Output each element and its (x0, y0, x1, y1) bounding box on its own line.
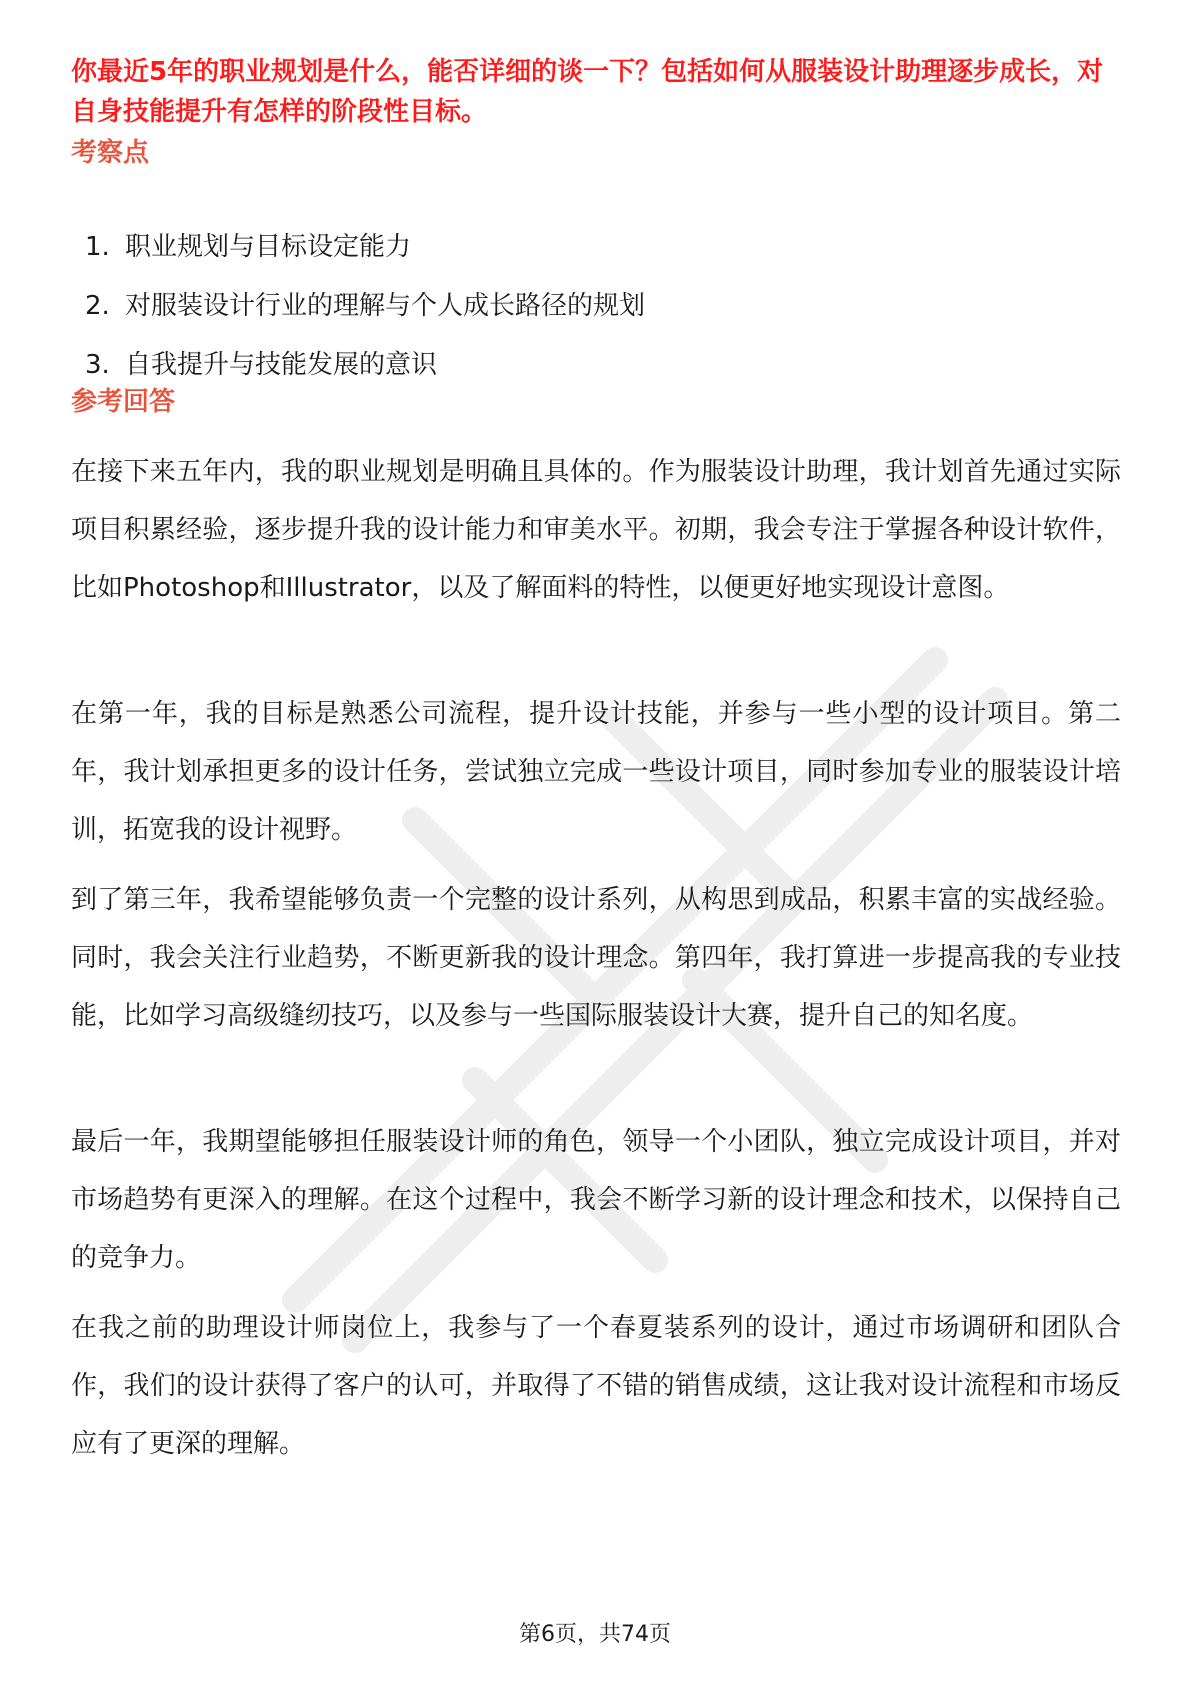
list-text: 职业规划与目标设定能力 (125, 232, 412, 262)
page-number: 第6页，共74页 (519, 1622, 671, 1647)
answer-heading: 参考回答 (71, 387, 176, 417)
list-number: 1. (85, 232, 110, 262)
points-list (85, 218, 645, 395)
list-number: 3. (85, 350, 110, 380)
answer-paragraph-4: 最后一年，我期望能够担任服装设计师的角色，领导一个小团队，独立完成设计项目，并对市场趋势有更深入的理解。在这个过程中，我会不断学习新的设计理念和技术，以保持自己的竞争力。 (71, 1127, 1121, 1273)
points-heading: 考察点 (71, 138, 150, 168)
answer-paragraph-5: 在我之前的助理设计师岗位上，我参与了一个春夏装系列的设计，通过市场调研和团队合作，我们的设计获得了客户的认可，并取得了不错的销售成绩，这让我对设计流程和市场反应有了更深的理解。 (71, 1313, 1121, 1459)
list-item (85, 277, 645, 336)
answer-paragraph-2: 在第一年，我的目标是熟悉公司流程，提升设计技能，并参与一些小型的设计项目。第二年，我计划承担更多的设计任务，尝试独立完成一些设计项目，同时参加专业的服装设计培训，拓宽我的设计视野。 (71, 699, 1121, 845)
answer-paragraph-1: 在接下来五年内，我的职业规划是明确且具体的。作为服装设计助理，我计划首先通过实际项目积累经验，逐步提升我的设计能力和审美水平。初期，我会专注于掌握各种设计软件，比如Photoshop和Illustrator，以及了解面料的特性，以便更好地实现设计意图。 (71, 457, 1121, 603)
question-title: 你最近5年的职业规划是什么，能否详细的谈一下？包括如何从服装设计助理逐步成长，对自身技能提升有怎样的阶段性目标。 (71, 57, 1104, 127)
list-text: 对服装设计行业的理解与个人成长路径的规划 (125, 291, 646, 321)
answer-paragraph-3: 到了第三年，我希望能够负责一个完整的设计系列，从构思到成品，积累丰富的实战经验。同时，我会关注行业趋势，不断更新我的设计理念。第四年，我打算进一步提高我的专业技能，比如学习高级缝纫技巧，以及参与一些国际服装设计大赛，提升自己的知名度。 (71, 885, 1121, 1031)
list-number: 2. (85, 291, 110, 321)
list-item (85, 218, 645, 277)
list-text: 自我提升与技能发展的意识 (125, 350, 438, 380)
